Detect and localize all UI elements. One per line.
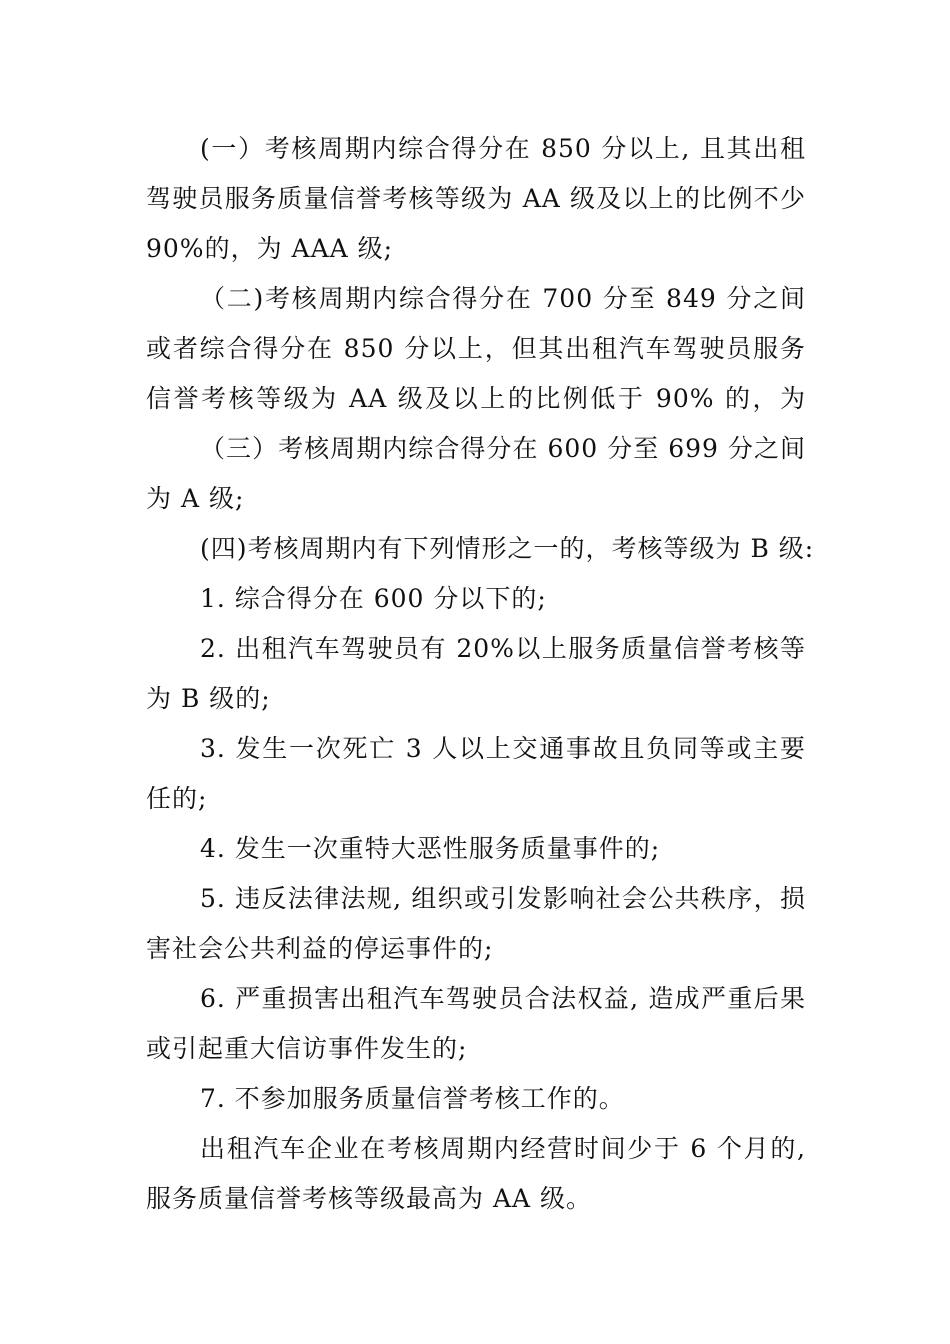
list-item-6-line-2: 或引起重大信访事件发生的; [146,1034,468,1063]
list-item-2-line-2: 为 B 级的; [146,684,271,713]
paragraph-line-4: （二)考核周期内综合得分在 700 分至 849 分之间 [200,284,806,313]
list-item-3-line-1: 3. 发生一次死亡 3 人以上交通事故且负同等或主要 [200,734,806,763]
list-item-1: 1. 综合得分在 600 分以下的; [200,584,547,613]
list-item-3-line-2: 任的; [146,784,208,813]
list-item-7: 7. 不参加服务质量信誉考核工作的。 [200,1084,625,1113]
paragraph-line-9: (四)考核周期内有下列情形之一的，考核等级为 B 级: [200,534,815,563]
paragraph-line-1: (一）考核周期内综合得分在 850 分以上, 且其出租 [200,134,806,163]
closing-paragraph-line-2: 服务质量信誉考核等级最高为 AA 级。 [146,1184,593,1213]
list-item-4: 4. 发生一次重特大恶性服务质量事件的; [200,834,661,863]
list-item-2-line-1: 2. 出租汽车驾驶员有 20%以上服务质量信誉考核等 [200,634,806,663]
paragraph-line-3: 90%的，为 AAA 级; [146,234,394,263]
list-item-6-line-1: 6. 严重损害出租汽车驾驶员合法权益, 造成严重后果 [200,984,806,1013]
paragraph-line-5: 或者综合得分在 850 分以上，但其出租汽车驾驶员服务 [146,334,806,363]
paragraph-line-8: 为 A 级; [146,484,245,513]
paragraph-line-2: 驾驶员服务质量信誉考核等级为 AA 级及以上的比例不少 [146,184,806,213]
paragraph-line-7: （三）考核周期内综合得分在 600 分至 699 分之间 [200,434,806,463]
list-item-5-line-2: 害社会公共利益的停运事件的; [146,934,494,963]
closing-paragraph-line-1: 出租汽车企业在考核周期内经营时间少于 6 个月的, [200,1134,806,1163]
document-body [146,124,815,1224]
list-item-5-line-1: 5. 违反法律法规, 组织或引发影响社会公共秩序，损 [200,884,806,913]
paragraph-line-6: 信誉考核等级为 AA 级及以上的比例低于 90% 的，为 [146,384,806,413]
